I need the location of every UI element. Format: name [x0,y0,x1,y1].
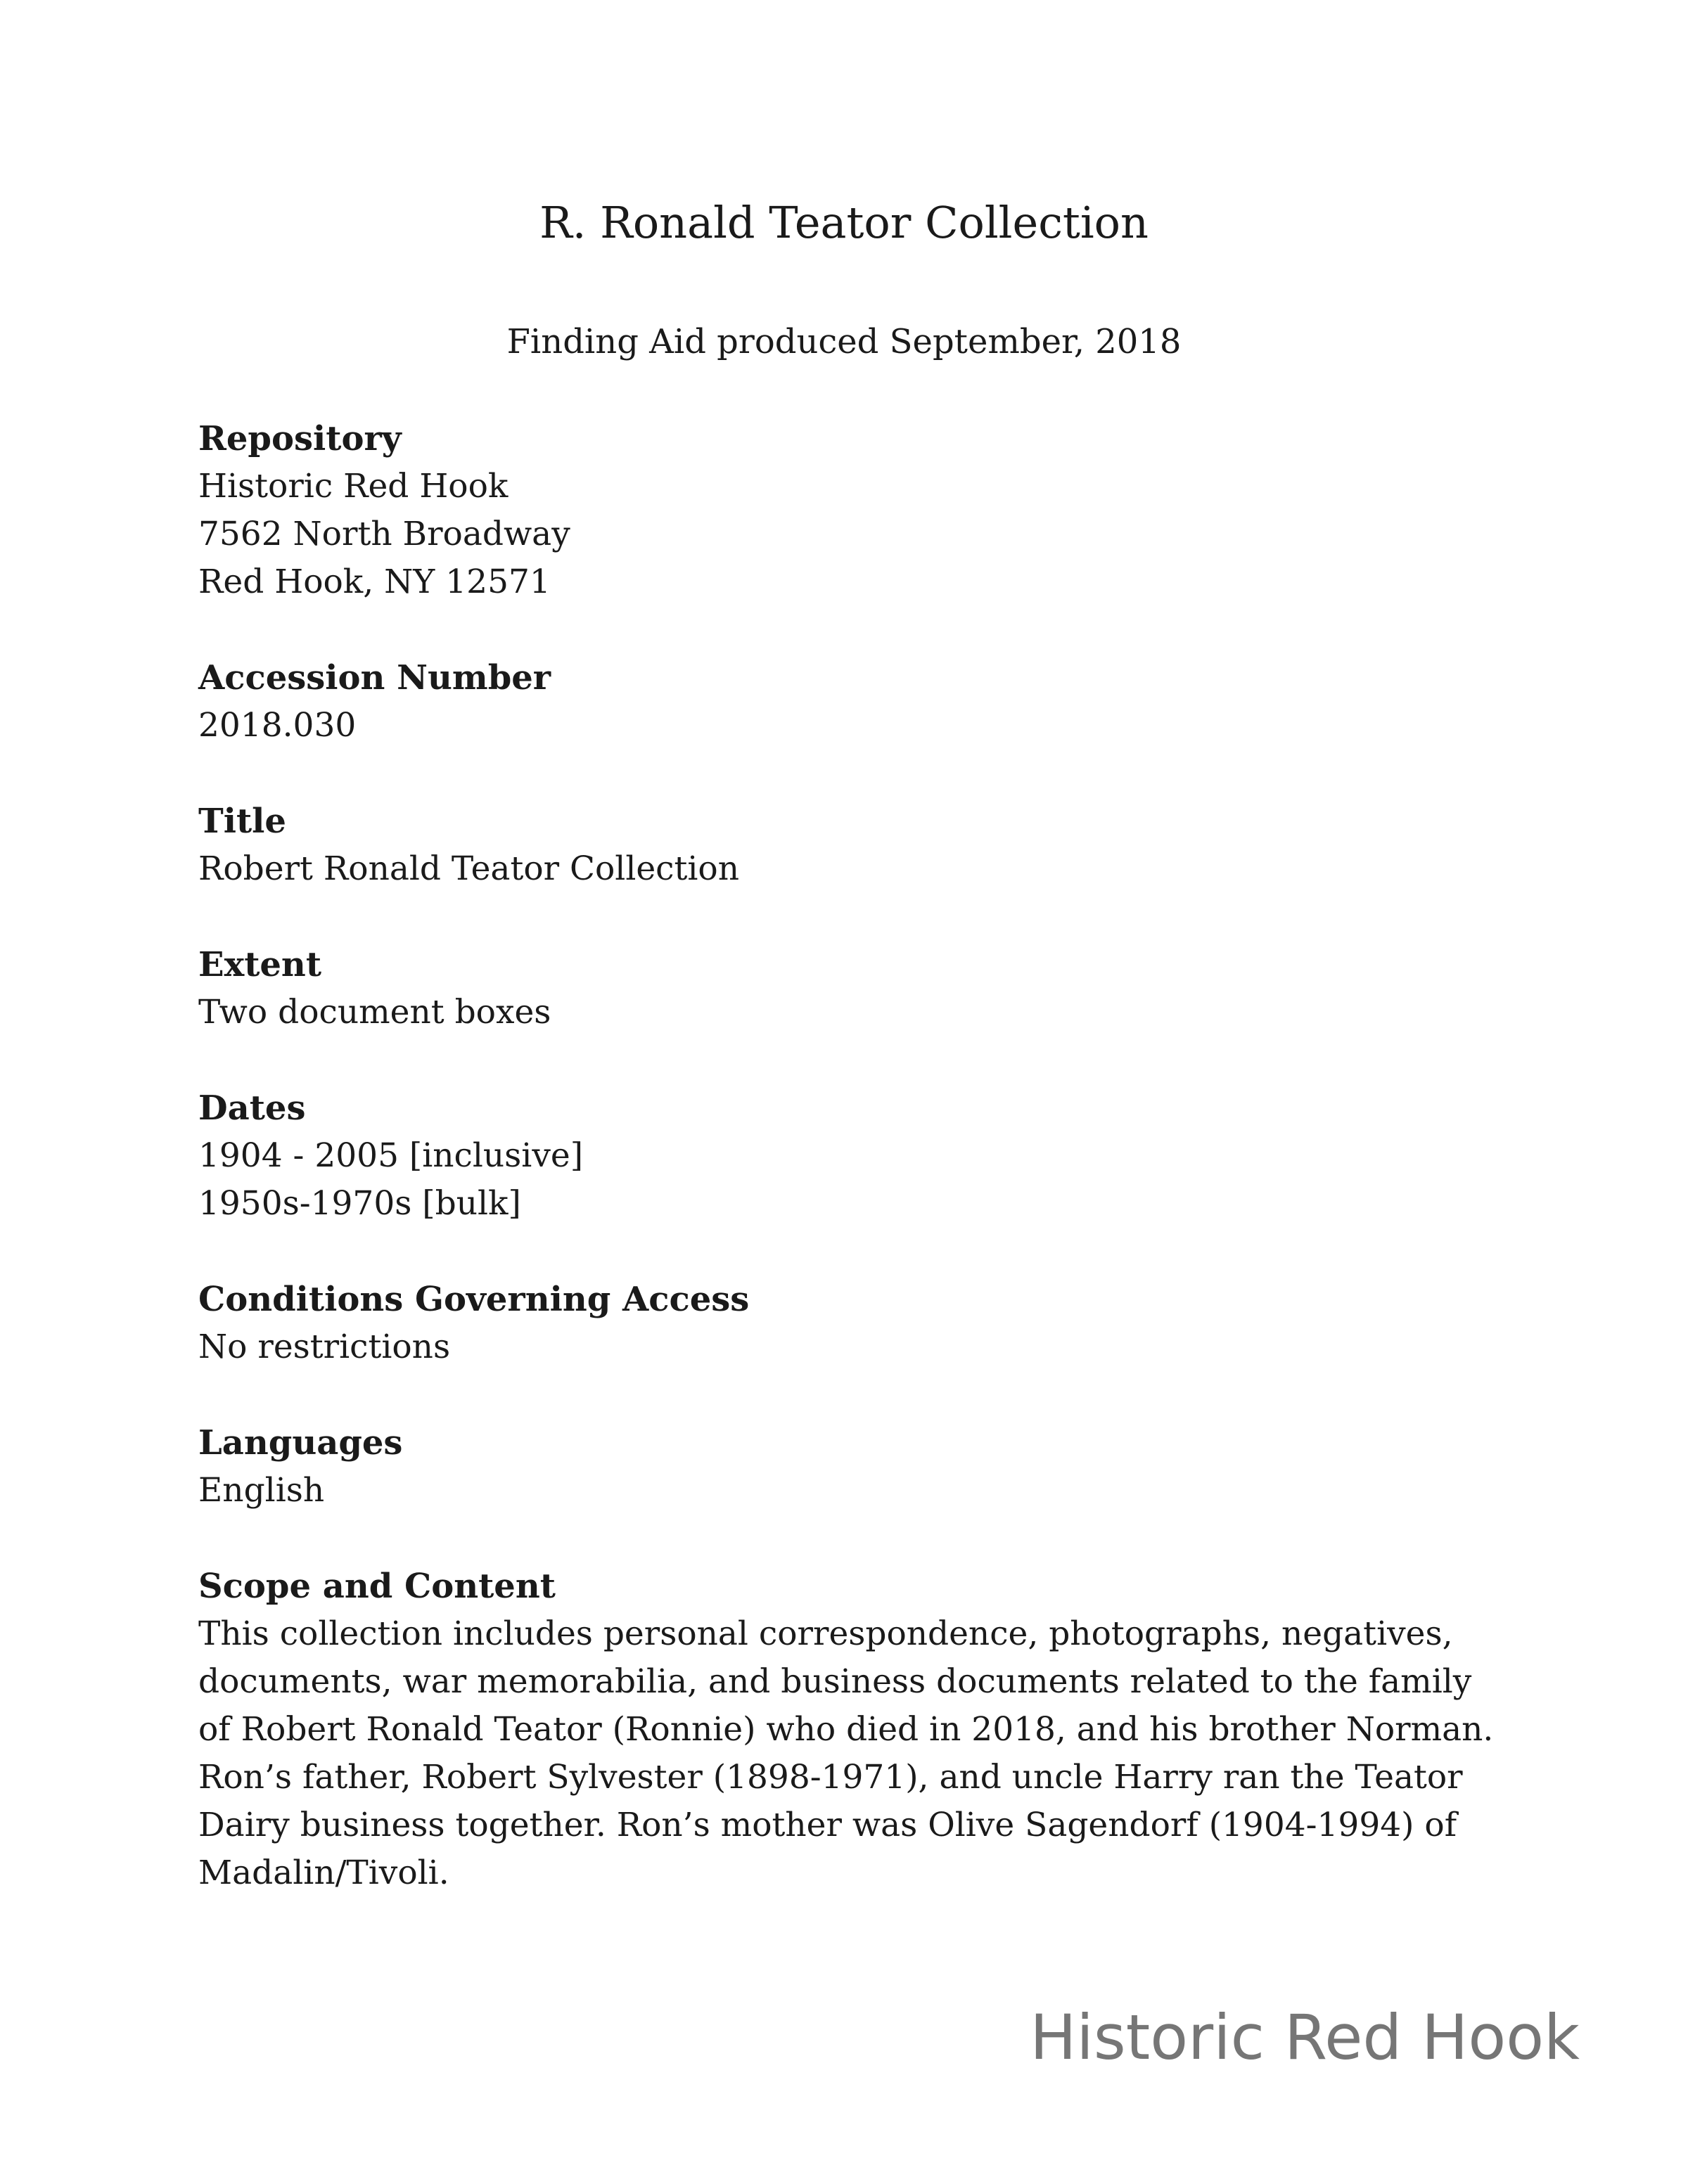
repository-line: Historic Red Hook [198,467,509,506]
scope-heading: Scope and Content [198,1567,556,1606]
repository-line: 7562 North Broadway [198,515,570,553]
dates-section [198,1084,1521,1228]
dates-inclusive: 1904 - 2005 [inclusive] [198,1136,584,1175]
dates-heading: Dates [198,1088,306,1128]
languages-value: English [198,1471,325,1510]
extent-section [198,941,1521,1036]
watermark-logo-text: Historic Red Hook [1030,2001,1580,2074]
languages-heading: Languages [198,1423,403,1463]
scope-text: This collection includes personal correspondence, photographs, negatives, documents, war memorabilia, and business documents related to the family of Robert Ronald Teator (Ronnie) who died in 2018, and his brother Norman. Ron’s father, Robert Sylvester (1898-1971), and uncle Harry ran the Teator Dairy business together. Ron’s mother was Olive Sagendorf (1904-1994) of Madalin/Tivoli. [198,1614,1494,1892]
repository-section [198,415,1521,606]
document-title: R. Ronald Teator Collection [539,197,1149,248]
accession-value: 2018.030 [198,706,357,745]
scope-section [198,1562,1521,1897]
dates-bulk: 1950s-1970s [bulk] [198,1184,521,1223]
document-subtitle: Finding Aid produced September, 2018 [506,322,1182,361]
access-section [198,1276,1521,1371]
title-section [198,797,1521,893]
title-value: Robert Ronald Teator Collection [198,849,739,888]
extent-value: Two document boxes [198,993,551,1032]
accession-section [198,654,1521,750]
repository-heading: Repository [198,419,402,458]
repository-line: Red Hook, NY 12571 [198,563,551,601]
title-heading: Title [198,802,286,841]
finding-aid-body [198,415,1521,1945]
languages-section [198,1419,1521,1515]
access-heading: Conditions Governing Access [198,1280,750,1319]
accession-heading: Accession Number [198,658,551,698]
access-value: No restrictions [198,1328,451,1366]
extent-heading: Extent [198,945,321,984]
